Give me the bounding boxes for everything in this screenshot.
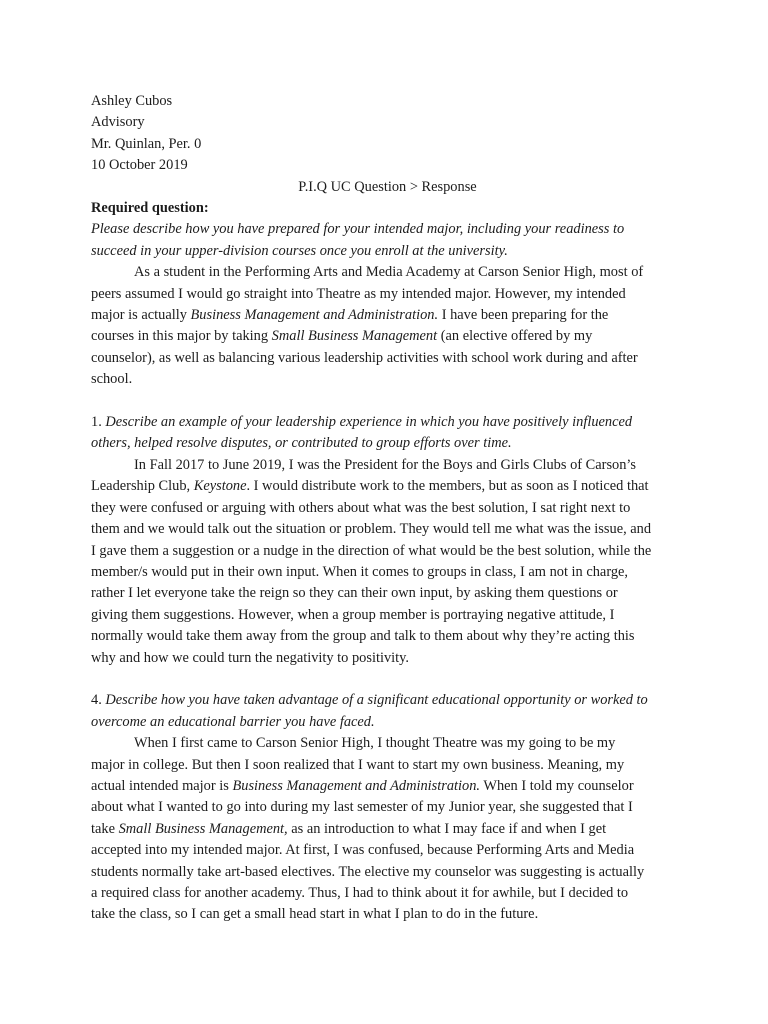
response-line: As a student in the Performing Arts and Media Academy at Carson Senior High, most of — [134, 264, 644, 281]
response-line: students normally take art-based electives. The elective my counselor was suggesting is actually — [91, 863, 645, 880]
response-line: When I first came to Carson Senior High, I thought Theatre was my going to be my — [134, 735, 616, 752]
required-question-section — [91, 198, 684, 391]
response-line: them and we would talk out the situation or problem. They would tell me what was the issue, and — [91, 521, 652, 538]
required-prompt-line: succeed in your upper-division courses once you enroll at the university. — [91, 242, 508, 259]
club-name: Keystone — [193, 478, 247, 495]
teacher-period: Mr. Quinlan, Per. 0 — [91, 135, 202, 152]
question-4-section — [91, 690, 684, 925]
response-line: In Fall 2017 to June 2019, I was the President for the Boys and Girls Clubs of Carson’s — [134, 456, 637, 473]
required-heading: Required question: — [91, 200, 209, 217]
major-name: Business Management and Administration. — [190, 307, 439, 324]
response-line: normally would take them away from the group and talk to them about why they’re acting this — [91, 628, 635, 645]
response-line: major in college. But then I soon realized that I want to start my own business. Meaning, my — [91, 756, 625, 773]
q4-number: 4. — [91, 692, 106, 709]
response-line: school. — [91, 371, 133, 388]
response-line: I gave them a suggestion or a nudge in the direction of what would be the best solution, while the — [91, 542, 652, 559]
paragraph-gap — [91, 391, 684, 412]
paragraph-gap — [91, 669, 684, 690]
course-name: Small Business Management — [271, 328, 438, 345]
response-line: rather I let everyone take the reign so they can their own input, by asking them questions or — [91, 585, 618, 602]
course-name: Small Business Management, — [118, 820, 288, 837]
response-line: why and how we could turn the negativity to positivity. — [91, 649, 410, 666]
q4-prompt-line: 4. Describe how you have taken advantage of a significant educational opportunity or worked to — [91, 692, 648, 709]
major-name: Business Management and Administration. — [232, 777, 481, 794]
response-line: a required class for another academy. Thus, I had to think about it for awhile, but I decided to — [91, 885, 629, 901]
response-line: accepted into my intended major. At first, I was confused, because Performing Arts and Media — [91, 842, 635, 859]
response-line: they were confused or arguing with others about what was the best solution, I sat right next to — [91, 499, 631, 516]
document-date: 10 October 2019 — [91, 157, 188, 174]
document-title: P.I.Q UC Question > Response — [298, 178, 477, 195]
header-block — [91, 91, 684, 177]
q1-number: 1. — [91, 414, 106, 431]
response-line: actual intended major is Business Management and Administration. When I told my counselor — [91, 777, 634, 794]
q1-prompt-line: others, helped resolve disputes, or contributed to group efforts over time. — [91, 435, 512, 452]
required-prompt-line: Please describe how you have prepared for your intended major, including your readiness to — [91, 221, 625, 238]
q1-prompt-line: 1. Describe an example of your leadership experience in which you have positively influenced — [91, 414, 633, 431]
response-line: member/s would put in their own input. When it comes to groups in class, I am not in charge, — [91, 563, 629, 580]
class-name: Advisory — [91, 114, 145, 131]
response-line: major is actually Business Management and Administration. I have been preparing for the — [91, 307, 609, 324]
response-line: take Small Business Management, as an introduction to what I may face if and when I get — [91, 820, 607, 837]
response-line: peers assumed I would go straight into Theatre as my intended major. However, my intended — [91, 285, 626, 302]
question-1-section — [91, 412, 684, 669]
response-line: giving them suggestions. However, when a group member is portraying negative attitude, I — [91, 606, 615, 623]
author-name: Ashley Cubos — [91, 93, 173, 109]
response-line: take the class, so I can get a small head start in what I plan to do in the future. — [91, 906, 539, 923]
response-line: Leadership Club, Keystone. I would distribute work to the members, but as soon as I noticed that — [91, 478, 649, 495]
response-line: courses in this major by taking Small Business Management (an elective offered by my — [91, 328, 593, 345]
q4-prompt-line: overcome an educational barrier you have faced. — [91, 713, 375, 730]
response-line: counselor), as well as balancing various leadership activities with school work during and after — [91, 349, 638, 366]
response-line: about what I wanted to go into during my last semester of my Junior year, she suggested that I — [91, 799, 633, 816]
